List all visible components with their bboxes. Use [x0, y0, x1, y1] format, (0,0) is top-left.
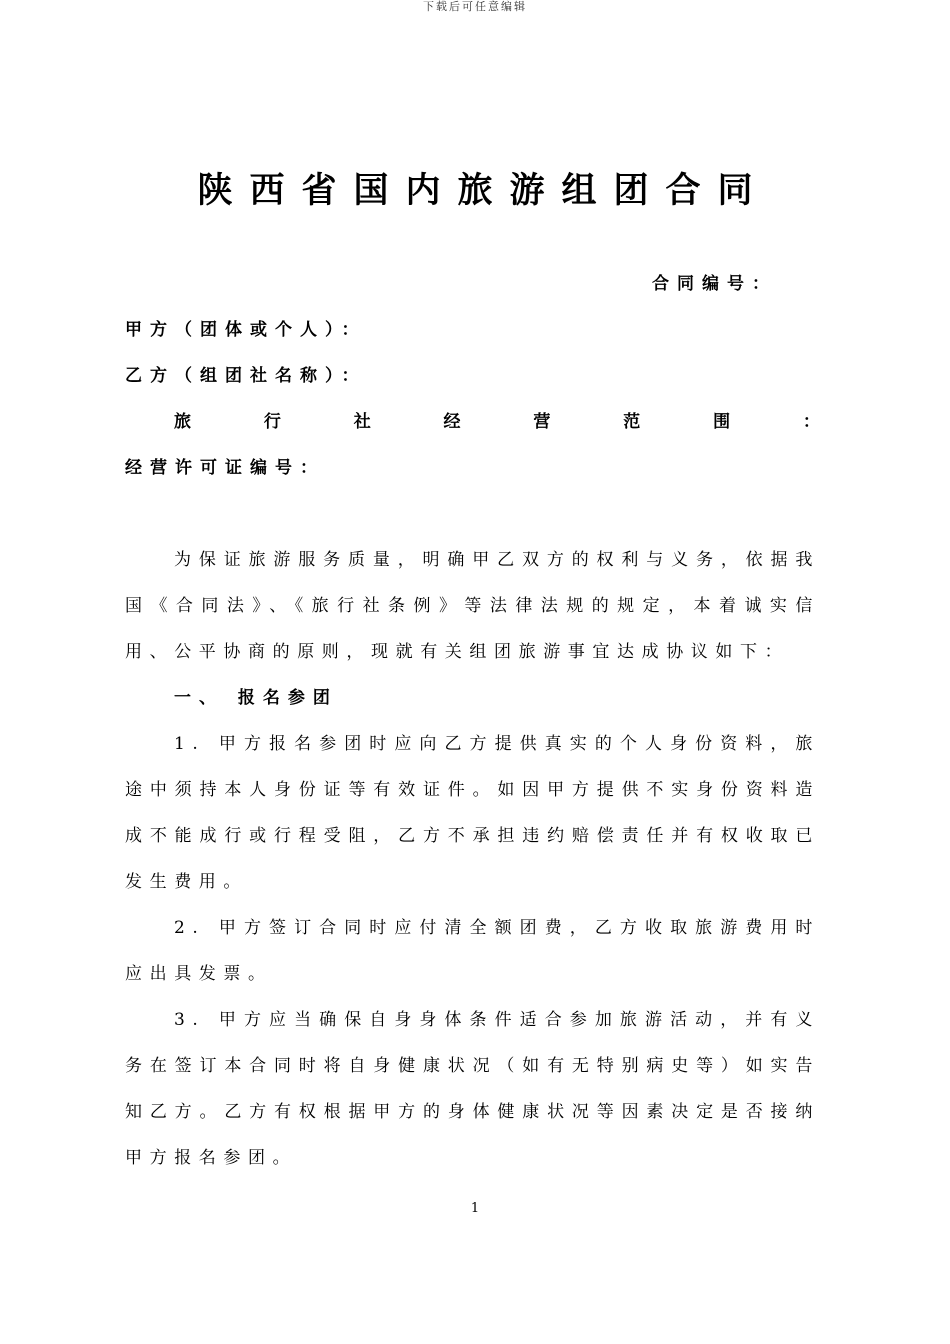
page-header-note: 下载后可任意编辑	[423, 0, 527, 13]
intro-section	[125, 537, 820, 675]
scope-char: 围	[713, 412, 731, 432]
scope-char: ：	[802, 412, 820, 432]
page-number: 1	[470, 1201, 480, 1216]
scope-char: 范	[623, 412, 641, 432]
document-title: 陕西省国内旅游组团合同	[197, 170, 770, 211]
scope-char: 旅	[174, 412, 191, 432]
business-scope-label	[125, 410, 820, 434]
clauses-section	[125, 721, 820, 1181]
clause-paragraph: 3. 甲方应当确保自身身体条件适合参加旅游活动，并有义务在签订本合同时将自身健康状况（如有无特别病史等）如实告知乙方。乙方有权根据甲方的身体健康状况等因素决定是否接纳甲方报名参团。	[125, 1010, 820, 1168]
party-b-label: 乙方（组团社名称）：	[125, 366, 367, 386]
party-a-label: 甲方（团体或个人）：	[125, 320, 367, 340]
clause-paragraph: 1. 甲方报名参团时应向乙方提供真实的个人身份资料，旅途中须持本人身份证等有效证件。如因甲方提供不实身份资料造成不能成行或行程受阻，乙方不承担违约赔偿责任并有权收取已发生费用。	[125, 734, 820, 892]
clause-paragraph: 2. 甲方签订合同时应付清全额团费，乙方收取旅游费用时应出具发票。	[125, 918, 820, 984]
intro-paragraph: 为保证旅游服务质量，明确甲乙双方的权利与义务，依据我国《合同法》、《旅行社条例》等法律法规的规定，本着诚实信用、公平协商的原则，现就有关组团旅游事宜达成协议如下：	[125, 550, 820, 662]
section-heading-registration: 一、 报名参团	[174, 688, 338, 708]
scope-char: 社	[353, 412, 371, 432]
contract-number-label: 合同编号：	[652, 274, 777, 294]
scope-char: 行	[263, 412, 281, 432]
scope-char: 营	[533, 412, 551, 432]
scope-char: 经	[443, 412, 461, 432]
license-number-label: 经营许可证编号：	[125, 458, 325, 478]
